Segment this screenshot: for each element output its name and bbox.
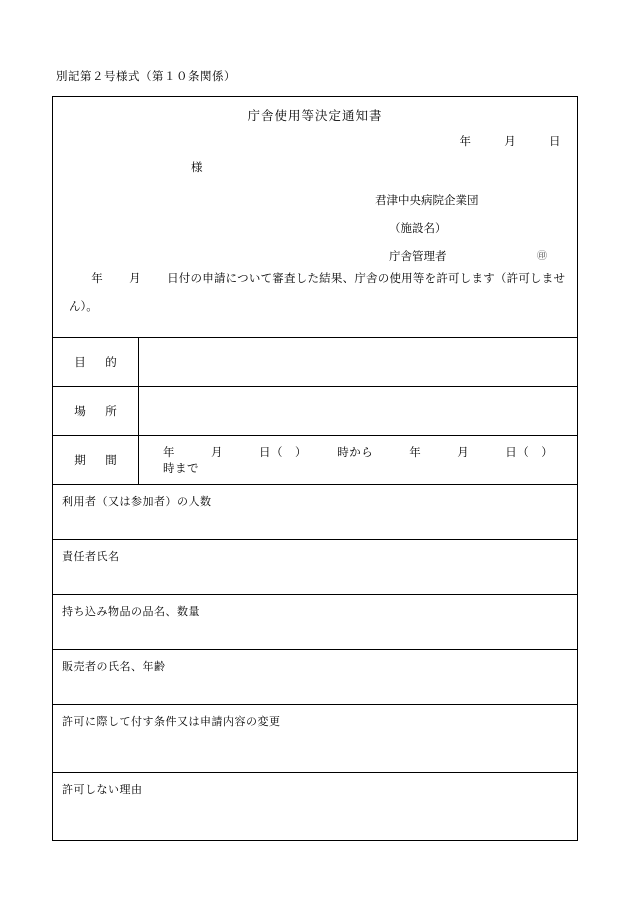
block-row-conditions[interactable] (53, 704, 577, 772)
issuer-block (375, 187, 547, 271)
row-value-place[interactable] (139, 387, 577, 435)
row-value-period[interactable]: 年 月 日（ ） 時から 年 月 日（ ） 時まで (163, 447, 584, 475)
notification-form-box (52, 96, 584, 841)
application-body-main: 日付の申請について審査した結果、庁舎の使用等を許可します（許可しませ (166, 273, 565, 285)
table-row-period (53, 435, 584, 484)
block-row-seller-info[interactable] (53, 649, 577, 704)
issue-date-day: 日 (549, 136, 561, 148)
application-body-tail: ん）。 (69, 301, 98, 313)
block-label-seller-info: 販売者の氏名、年齢 (62, 661, 166, 673)
document-title: 庁舎使用等決定通知書 (247, 109, 383, 123)
application-date-year: 年 (91, 273, 103, 285)
block-row-brought-items[interactable] (53, 594, 577, 649)
application-date-month: 月 (128, 273, 141, 285)
block-label-participants: 利用者（又は参加者）の人数 (62, 496, 212, 508)
seal-icon: ㊞ (537, 251, 547, 262)
block-label-conditions: 許可に際して付す条件又は申請内容の変更 (62, 716, 281, 728)
issue-date-month: 月 (504, 136, 517, 148)
row-value-purpose[interactable] (139, 338, 577, 386)
row-label-period: 期 間 (53, 436, 139, 484)
block-label-responsible-person: 責任者氏名 (62, 551, 120, 563)
issuer-role: 庁舎管理者 (389, 251, 447, 263)
table-row-place (53, 386, 577, 435)
issuer-organization: 君津中央病院企業団 (375, 195, 479, 207)
issuer-facility-name: （施設名） (389, 223, 447, 235)
row-label-place: 場 所 (53, 387, 139, 435)
table-row-purpose (53, 337, 577, 386)
issue-date-year: 年 (459, 136, 472, 148)
addressee-honorific: 様 (191, 162, 203, 174)
block-row-participants[interactable] (53, 484, 577, 539)
row-label-purpose: 目 的 (53, 338, 139, 386)
block-row-denial-reason[interactable] (53, 772, 577, 840)
block-row-responsible-person[interactable] (53, 539, 577, 594)
issue-date-line (460, 133, 562, 149)
block-label-brought-items: 持ち込み物品の品名、数量 (62, 606, 200, 618)
form-header-section (53, 97, 577, 337)
body-paragraph (69, 265, 565, 321)
block-label-denial-reason: 許可しない理由 (62, 784, 143, 796)
form-number: 別記第２号様式（第１０条関係） (56, 71, 236, 83)
